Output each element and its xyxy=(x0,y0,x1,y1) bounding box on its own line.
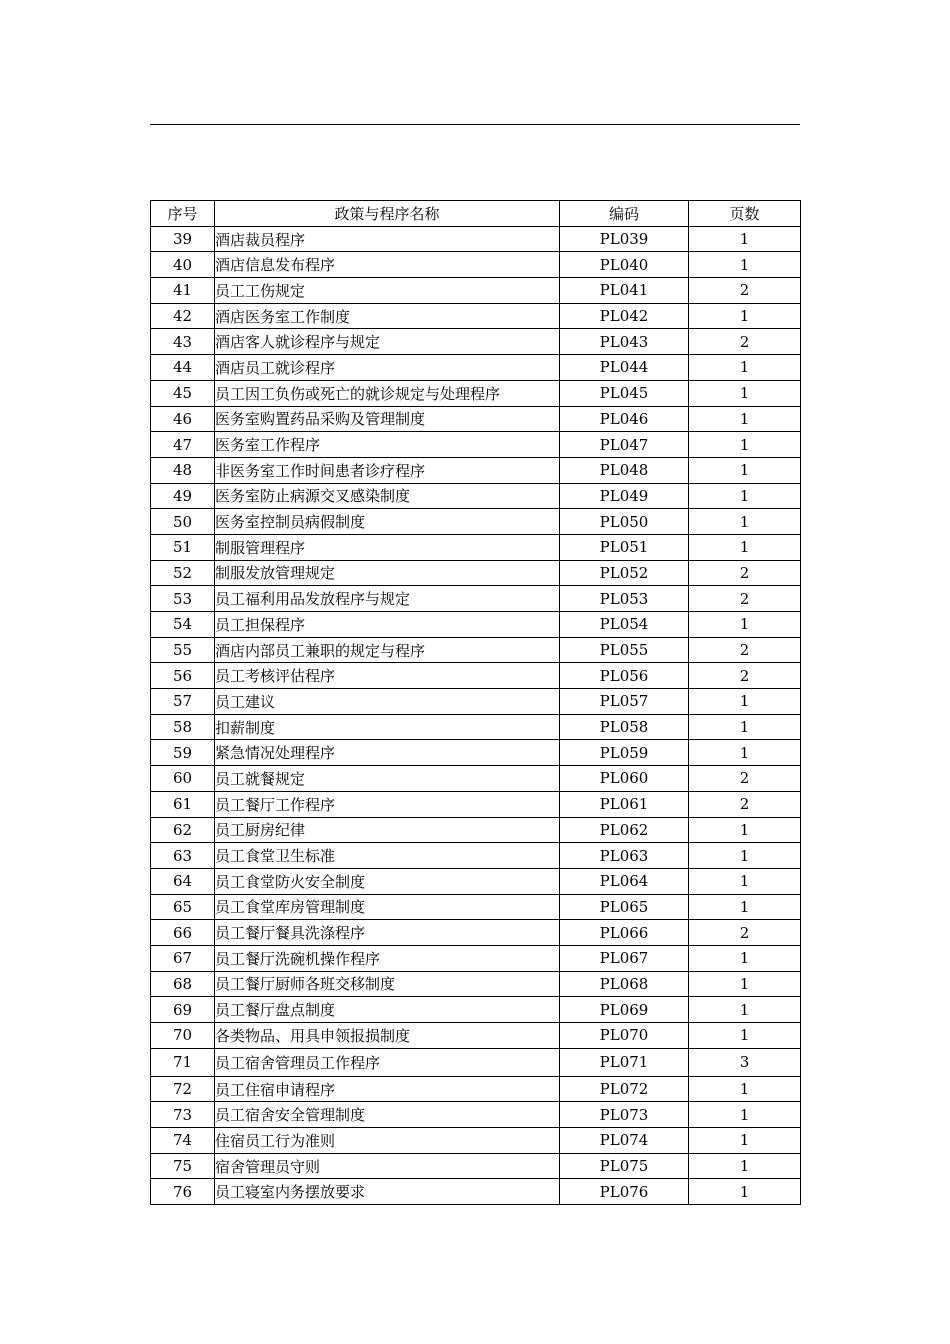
table-row xyxy=(151,560,801,586)
page-count: 1 xyxy=(689,714,801,740)
policy-code: PL046 xyxy=(560,406,689,432)
policy-code: PL065 xyxy=(560,894,689,920)
page-count: 1 xyxy=(689,740,801,766)
policy-code: PL058 xyxy=(560,714,689,740)
row-number: 63 xyxy=(151,843,215,869)
page-count: 1 xyxy=(689,817,801,843)
policy-name: 员工食堂卫生标准 xyxy=(215,843,560,869)
table-row xyxy=(151,689,801,715)
policy-code: PL052 xyxy=(560,560,689,586)
header-row xyxy=(151,201,801,227)
policy-name: 医务室控制员病假制度 xyxy=(215,509,560,535)
policy-code: PL076 xyxy=(560,1179,689,1205)
policy-code: PL042 xyxy=(560,303,689,329)
policy-code: PL066 xyxy=(560,920,689,946)
table-row xyxy=(151,637,801,663)
policy-code: PL073 xyxy=(560,1102,689,1128)
table-row xyxy=(151,894,801,920)
row-number: 74 xyxy=(151,1128,215,1154)
row-number: 40 xyxy=(151,252,215,278)
row-number: 47 xyxy=(151,432,215,458)
page-count: 1 xyxy=(689,303,801,329)
policy-name: 员工食堂防火安全制度 xyxy=(215,868,560,894)
policy-name: 员工寝室内务摆放要求 xyxy=(215,1179,560,1205)
page-count: 1 xyxy=(689,226,801,252)
row-number: 67 xyxy=(151,945,215,971)
row-number: 75 xyxy=(151,1153,215,1179)
table-row xyxy=(151,1048,801,1076)
policy-name: 员工餐厅厨师各班交移制度 xyxy=(215,971,560,997)
table-row xyxy=(151,1102,801,1128)
row-number: 58 xyxy=(151,714,215,740)
policy-code: PL049 xyxy=(560,483,689,509)
row-number: 48 xyxy=(151,457,215,483)
policy-code: PL064 xyxy=(560,868,689,894)
policy-name: 员工担保程序 xyxy=(215,612,560,638)
policy-name: 员工就餐规定 xyxy=(215,766,560,792)
policy-name: 员工餐厅工作程序 xyxy=(215,791,560,817)
table-row xyxy=(151,1153,801,1179)
policy-code: PL040 xyxy=(560,252,689,278)
table-row xyxy=(151,432,801,458)
page-count: 1 xyxy=(689,997,801,1023)
policy-name: 制服发放管理规定 xyxy=(215,560,560,586)
policy-name: 酒店员工就诊程序 xyxy=(215,355,560,381)
row-number: 57 xyxy=(151,689,215,715)
page-count: 2 xyxy=(689,663,801,689)
row-number: 68 xyxy=(151,971,215,997)
policy-code: PL067 xyxy=(560,945,689,971)
page-count: 1 xyxy=(689,355,801,381)
page-count: 1 xyxy=(689,1102,801,1128)
policy-name: 扣薪制度 xyxy=(215,714,560,740)
row-number: 46 xyxy=(151,406,215,432)
table-row xyxy=(151,843,801,869)
page-count: 1 xyxy=(689,483,801,509)
table-row xyxy=(151,329,801,355)
row-number: 59 xyxy=(151,740,215,766)
policy-name: 酒店内部员工兼职的规定与程序 xyxy=(215,637,560,663)
policy-name: 员工因工负伤或死亡的就诊规定与处理程序 xyxy=(215,380,560,406)
table-row xyxy=(151,868,801,894)
table-row xyxy=(151,817,801,843)
table-row xyxy=(151,1128,801,1154)
policy-name: 员工宿舍安全管理制度 xyxy=(215,1102,560,1128)
row-number: 61 xyxy=(151,791,215,817)
table-row xyxy=(151,1023,801,1049)
policy-name: 医务室购置药品采购及管理制度 xyxy=(215,406,560,432)
page-count: 1 xyxy=(689,509,801,535)
page-count: 1 xyxy=(689,457,801,483)
policy-name: 员工餐厅餐具洗涤程序 xyxy=(215,920,560,946)
table-row xyxy=(151,303,801,329)
row-number: 52 xyxy=(151,560,215,586)
table-row xyxy=(151,997,801,1023)
page-count: 1 xyxy=(689,945,801,971)
table-row xyxy=(151,278,801,304)
page-count: 1 xyxy=(689,1023,801,1049)
policy-name: 员工厨房纪律 xyxy=(215,817,560,843)
row-number: 49 xyxy=(151,483,215,509)
policy-name: 医务室工作程序 xyxy=(215,432,560,458)
row-number: 56 xyxy=(151,663,215,689)
table-row xyxy=(151,740,801,766)
policy-name: 员工餐厅盘点制度 xyxy=(215,997,560,1023)
policy-name: 制服管理程序 xyxy=(215,534,560,560)
policy-code: PL055 xyxy=(560,637,689,663)
policy-table xyxy=(150,200,801,1205)
policy-name: 员工考核评估程序 xyxy=(215,663,560,689)
policy-code: PL075 xyxy=(560,1153,689,1179)
header-code: 编码 xyxy=(560,201,689,227)
table-row xyxy=(151,586,801,612)
table-header xyxy=(151,201,801,227)
policy-name: 员工建议 xyxy=(215,689,560,715)
table-row xyxy=(151,355,801,381)
row-number: 39 xyxy=(151,226,215,252)
page-count: 2 xyxy=(689,586,801,612)
policy-code: PL069 xyxy=(560,997,689,1023)
table-row xyxy=(151,766,801,792)
row-number: 54 xyxy=(151,612,215,638)
policy-code: PL053 xyxy=(560,586,689,612)
policy-code: PL059 xyxy=(560,740,689,766)
policy-code: PL056 xyxy=(560,663,689,689)
row-number: 64 xyxy=(151,868,215,894)
row-number: 43 xyxy=(151,329,215,355)
policy-code: PL039 xyxy=(560,226,689,252)
page-count: 1 xyxy=(689,1128,801,1154)
table-row xyxy=(151,380,801,406)
policy-name: 各类物品、用具申领报损制度 xyxy=(215,1023,560,1049)
page-count: 1 xyxy=(689,894,801,920)
policy-code: PL060 xyxy=(560,766,689,792)
table-row xyxy=(151,509,801,535)
page-count: 2 xyxy=(689,560,801,586)
row-number: 50 xyxy=(151,509,215,535)
page-count: 1 xyxy=(689,1179,801,1205)
policy-name: 紧急情况处理程序 xyxy=(215,740,560,766)
table-body xyxy=(151,226,801,1204)
row-number: 70 xyxy=(151,1023,215,1049)
table-row xyxy=(151,714,801,740)
policy-name: 员工工伤规定 xyxy=(215,278,560,304)
page-count: 2 xyxy=(689,920,801,946)
table-row xyxy=(151,1076,801,1102)
policy-name: 宿舍管理员守则 xyxy=(215,1153,560,1179)
policy-code: PL043 xyxy=(560,329,689,355)
row-number: 55 xyxy=(151,637,215,663)
page-count: 1 xyxy=(689,1153,801,1179)
page-count: 1 xyxy=(689,612,801,638)
policy-code: PL047 xyxy=(560,432,689,458)
policy-code: PL068 xyxy=(560,971,689,997)
row-number: 51 xyxy=(151,534,215,560)
page-count: 1 xyxy=(689,432,801,458)
row-number: 65 xyxy=(151,894,215,920)
page-count: 1 xyxy=(689,380,801,406)
table-row xyxy=(151,945,801,971)
table-row xyxy=(151,457,801,483)
row-number: 72 xyxy=(151,1076,215,1102)
page-count: 1 xyxy=(689,843,801,869)
page-count: 1 xyxy=(689,252,801,278)
page-count: 1 xyxy=(689,534,801,560)
page-count: 3 xyxy=(689,1048,801,1076)
page-count: 2 xyxy=(689,637,801,663)
page-count: 2 xyxy=(689,791,801,817)
policy-code: PL061 xyxy=(560,791,689,817)
table-row xyxy=(151,971,801,997)
policy-name: 员工餐厅洗碗机操作程序 xyxy=(215,945,560,971)
row-number: 73 xyxy=(151,1102,215,1128)
policy-name: 非医务室工作时间患者诊疗程序 xyxy=(215,457,560,483)
policy-code: PL063 xyxy=(560,843,689,869)
row-number: 60 xyxy=(151,766,215,792)
row-number: 76 xyxy=(151,1179,215,1205)
policy-name: 酒店信息发布程序 xyxy=(215,252,560,278)
page-count: 1 xyxy=(689,406,801,432)
header-name: 政策与程序名称 xyxy=(215,201,560,227)
policy-name: 酒店裁员程序 xyxy=(215,226,560,252)
row-number: 71 xyxy=(151,1048,215,1076)
row-number: 69 xyxy=(151,997,215,1023)
policy-code: PL048 xyxy=(560,457,689,483)
policy-code: PL051 xyxy=(560,534,689,560)
table-row xyxy=(151,791,801,817)
row-number: 45 xyxy=(151,380,215,406)
row-number: 66 xyxy=(151,920,215,946)
table-row xyxy=(151,252,801,278)
policy-name: 员工食堂库房管理制度 xyxy=(215,894,560,920)
policy-code: PL062 xyxy=(560,817,689,843)
row-number: 42 xyxy=(151,303,215,329)
table-row xyxy=(151,226,801,252)
policy-name: 酒店医务室工作制度 xyxy=(215,303,560,329)
table-row xyxy=(151,406,801,432)
header-rule xyxy=(150,124,800,125)
table-row xyxy=(151,483,801,509)
page-count: 1 xyxy=(689,868,801,894)
policy-code: PL044 xyxy=(560,355,689,381)
row-number: 41 xyxy=(151,278,215,304)
policy-code: PL041 xyxy=(560,278,689,304)
policy-name: 员工福利用品发放程序与规定 xyxy=(215,586,560,612)
page-count: 1 xyxy=(689,971,801,997)
policy-code: PL070 xyxy=(560,1023,689,1049)
row-number: 53 xyxy=(151,586,215,612)
policy-name: 员工住宿申请程序 xyxy=(215,1076,560,1102)
page-count: 1 xyxy=(689,1076,801,1102)
policy-code: PL057 xyxy=(560,689,689,715)
page-count: 1 xyxy=(689,689,801,715)
header-pages: 页数 xyxy=(689,201,801,227)
table-row xyxy=(151,920,801,946)
policy-code: PL071 xyxy=(560,1048,689,1076)
row-number: 62 xyxy=(151,817,215,843)
policy-name: 医务室防止病源交叉感染制度 xyxy=(215,483,560,509)
header-no: 序号 xyxy=(151,201,215,227)
table-row xyxy=(151,663,801,689)
policy-code: PL050 xyxy=(560,509,689,535)
page-count: 2 xyxy=(689,766,801,792)
policy-code: PL074 xyxy=(560,1128,689,1154)
table-row xyxy=(151,534,801,560)
policy-name: 住宿员工行为准则 xyxy=(215,1128,560,1154)
policy-name: 员工宿舍管理员工作程序 xyxy=(215,1048,560,1076)
row-number: 44 xyxy=(151,355,215,381)
page-count: 2 xyxy=(689,329,801,355)
policy-name: 酒店客人就诊程序与规定 xyxy=(215,329,560,355)
table-row xyxy=(151,1179,801,1205)
page-count: 2 xyxy=(689,278,801,304)
table-row xyxy=(151,612,801,638)
policy-code: PL045 xyxy=(560,380,689,406)
policy-code: PL072 xyxy=(560,1076,689,1102)
policy-code: PL054 xyxy=(560,612,689,638)
